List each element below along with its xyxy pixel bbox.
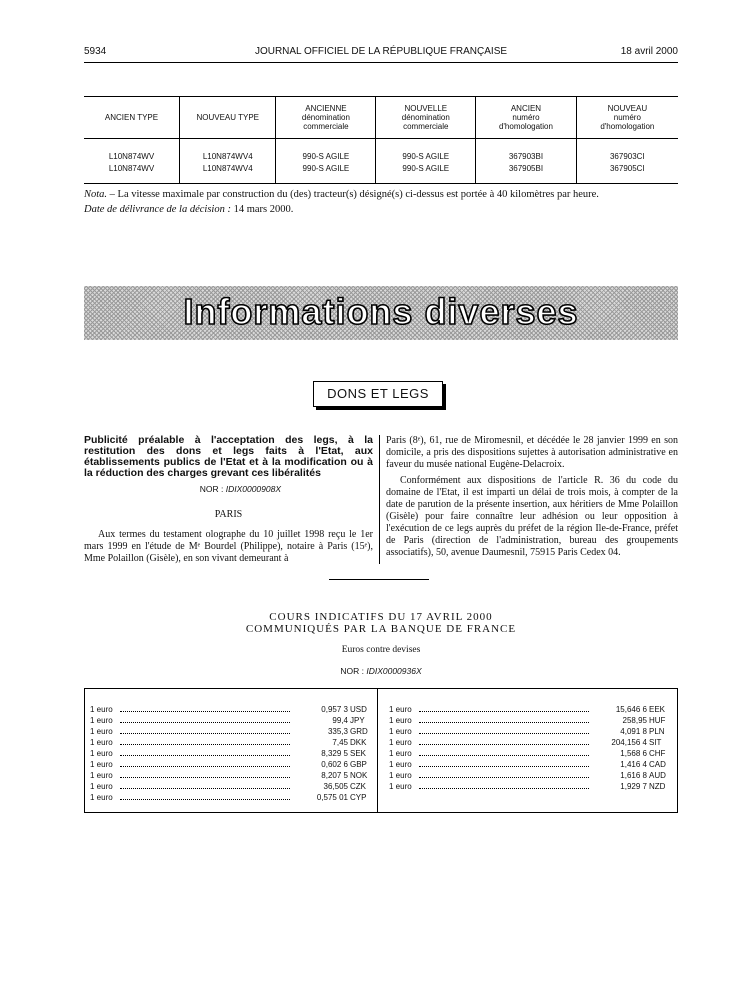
- leader-dots: [419, 722, 589, 723]
- rate-label: 1 euro: [389, 760, 412, 769]
- rate-label: 1 euro: [389, 738, 412, 747]
- note-text: – La vitesse maximale par construction du (des) tracteur(s) désigné(s) ci-dessus est portée à 40 kilomètres par heure.: [107, 189, 599, 200]
- article-left-column: [84, 435, 373, 565]
- leader-dots: [120, 733, 290, 734]
- rate-row: [389, 737, 671, 748]
- currency-code: DKK: [350, 738, 367, 747]
- column-divider: [379, 435, 380, 564]
- rate-label: 1 euro: [389, 705, 412, 714]
- section-separator: [329, 579, 429, 580]
- rate-row: [389, 748, 671, 759]
- article-paragraph-1-cont: Paris (8ᵉ), 61, rue de Miromesnil, et décédée le 28 janvier 1999 en son domicile, a pris des dispositions sujettes à autorisation administrative en faveur du musée national Eugène-Delacroix.: [386, 435, 678, 470]
- table-cell: 990-S AGILE 990-S AGILE: [376, 139, 476, 184]
- column-header: ANCIEN numéro d'homologation: [476, 97, 576, 139]
- column-header: ANCIEN TYPE: [84, 97, 180, 139]
- header-rule: [84, 62, 678, 63]
- leader-dots: [120, 711, 290, 712]
- currency-code: CZK: [350, 782, 366, 791]
- currency-code: CHF: [649, 749, 666, 758]
- article-title: Publicité préalable à l'acceptation des legs, à la restitution des dons et legs faits à l'Etat, aux établissements publics de l'Etat et à la modification ou à la réduction des charges grevant ces libéralités: [84, 434, 373, 479]
- decision-date-label: Date de délivrance de la décision :: [84, 204, 231, 215]
- homologation-table: [84, 96, 678, 184]
- leader-dots: [419, 755, 589, 756]
- cours-subtitle: Euros contre devises: [341, 645, 421, 655]
- leader-dots: [120, 799, 290, 800]
- rate-label: 1 euro: [90, 771, 113, 780]
- rate-row: [90, 704, 372, 715]
- rate-row: [389, 726, 671, 737]
- currency-code: JPY: [350, 716, 365, 725]
- rate-value: 1,568 6: [620, 749, 647, 758]
- rate-value: 335,3: [327, 727, 348, 736]
- article-city: PARIS: [214, 509, 243, 520]
- article-right-column: [386, 435, 678, 559]
- leader-dots: [419, 777, 589, 778]
- currency-code: GRD: [350, 727, 368, 736]
- currency-code: HUF: [649, 716, 666, 725]
- journal-title: JOURNAL OFFICIEL DE LA RÉPUBLIQUE FRANÇAISE: [254, 46, 508, 57]
- leader-dots: [419, 766, 589, 767]
- leader-dots: [419, 788, 589, 789]
- article-paragraph-1: Aux termes du testament olographe du 10 juillet 1998 reçu le 1er mars 1999 en l'étude de Mᵉ Bourdel (Philippe), notaire à Paris (15ᵉ), Mme Polaillon (Gisèle), en son vivant demeurant à: [84, 529, 373, 564]
- section-banner: [84, 286, 678, 340]
- currency-code: USD: [350, 705, 367, 714]
- rate-value: 7,45: [332, 738, 348, 747]
- currency-code: GBP: [350, 760, 367, 769]
- leader-dots: [419, 733, 589, 734]
- cours-title: COURS INDICATIFS DU 17 AVRIL 2000 COMMUNIQUÉS PAR LA BANQUE DE FRANCE: [245, 611, 517, 635]
- rate-value: 8,329 5: [321, 749, 348, 758]
- cours-nor: NOR : IDIX0000936X: [340, 666, 422, 676]
- rate-label: 1 euro: [90, 738, 113, 747]
- decision-date-value: 14 mars 2000.: [230, 204, 294, 215]
- currency-code: SEK: [350, 749, 367, 758]
- rate-value: 1,616 8: [620, 771, 647, 780]
- rate-value: 204,156 4: [611, 738, 647, 747]
- currency-code: AUD: [649, 771, 666, 780]
- rate-label: 1 euro: [389, 782, 412, 791]
- section-box: DONS ET LEGS: [313, 381, 443, 407]
- column-header: NOUVEAU numéro d'homologation: [576, 97, 678, 139]
- rate-row: [90, 759, 372, 770]
- leader-dots: [120, 788, 290, 789]
- rate-label: 1 euro: [90, 749, 113, 758]
- currency-code: CYP: [350, 793, 367, 802]
- table-cell: 367903CI 367905CI: [609, 152, 645, 173]
- article-nor: NOR : IDIX0000908X: [199, 484, 281, 494]
- rate-value: 0,575 01: [316, 793, 348, 802]
- section-banner-title: Informations diverses: [183, 291, 579, 332]
- rate-value: 36,505: [323, 782, 348, 791]
- rate-row: [389, 770, 671, 781]
- rate-row: [90, 792, 372, 803]
- leader-dots: [419, 711, 589, 712]
- rate-row: [389, 759, 671, 770]
- column-header: NOUVEAU TYPE: [180, 97, 276, 139]
- leader-dots: [419, 744, 589, 745]
- table-cell: L10N874WV L10N874WV: [84, 139, 180, 184]
- currency-code: NOK: [350, 771, 368, 780]
- rate-value: 8,207 5: [321, 771, 348, 780]
- rate-row: [389, 781, 671, 792]
- rate-value: 15,646 6: [615, 705, 647, 714]
- rate-label: 1 euro: [90, 705, 113, 714]
- rate-label: 1 euro: [389, 749, 412, 758]
- rate-label: 1 euro: [389, 727, 412, 736]
- rate-row: [90, 715, 372, 726]
- column-header: NOUVELLE dénomination commerciale: [376, 97, 476, 139]
- rate-row: [90, 748, 372, 759]
- rate-row: [90, 737, 372, 748]
- currency-code: EEK: [649, 705, 666, 714]
- rates-right-column: [389, 704, 671, 792]
- rate-label: 1 euro: [90, 760, 113, 769]
- rate-row: [90, 726, 372, 737]
- rate-value: 4,091 8: [620, 727, 647, 736]
- rates-left-column: [90, 704, 372, 803]
- table-cell: 990-S AGILE 990-S AGILE: [276, 139, 376, 184]
- table-cell: 367903BI 367905BI: [476, 139, 576, 184]
- exchange-rates-table: [84, 688, 678, 813]
- rate-row: [389, 715, 671, 726]
- rate-label: 1 euro: [90, 793, 113, 802]
- table-note: [84, 187, 599, 217]
- rate-label: 1 euro: [90, 727, 113, 736]
- rate-value: 1,929 7: [620, 782, 647, 791]
- table-cell: L10N874WV4 L10N874WV4: [180, 139, 276, 184]
- note-label: Nota.: [84, 189, 108, 200]
- rate-value: 258,95: [622, 716, 647, 725]
- rate-value: 0,957 3: [321, 705, 348, 714]
- rate-label: 1 euro: [389, 771, 412, 780]
- rate-label: 1 euro: [389, 716, 412, 725]
- rates-divider: [377, 689, 378, 812]
- rate-label: 1 euro: [90, 782, 113, 791]
- rate-row: [90, 770, 372, 781]
- leader-dots: [120, 744, 290, 745]
- rate-label: 1 euro: [90, 716, 113, 725]
- leader-dots: [120, 722, 290, 723]
- article-paragraph-2: Conformément aux dispositions de l'article R. 36 du code du domaine de l'Etat, il est imparti un délai de trois mois, à compter de la date de parution de la présente insertion, aux héritiers de Mme Polaillon (Gisèle) pour faire connaître leur adhésion ou leur opposition à l'exécution de ce legs auprès du préfet de la région Ile-de-France, préfet de Paris (direction de l'administration, bureau des groupements associatifs), 50, avenue Daumesnil, 75915 Paris Cedex 04.: [386, 475, 678, 558]
- column-header: ANCIENNE dénomination commerciale: [276, 97, 376, 139]
- rate-value: 99,4: [332, 716, 348, 725]
- page-number: 5934: [84, 46, 107, 57]
- rate-row: [389, 704, 671, 715]
- currency-code: SIT: [649, 738, 662, 747]
- issue-date: 18 avril 2000: [620, 46, 678, 57]
- currency-code: PLN: [649, 727, 665, 736]
- leader-dots: [120, 755, 290, 756]
- currency-code: NZD: [649, 782, 666, 791]
- rate-value: 1,416 4: [620, 760, 647, 769]
- leader-dots: [120, 766, 290, 767]
- rate-row: [90, 781, 372, 792]
- rate-value: 0,602 6: [321, 760, 348, 769]
- currency-code: CAD: [649, 760, 666, 769]
- leader-dots: [120, 777, 290, 778]
